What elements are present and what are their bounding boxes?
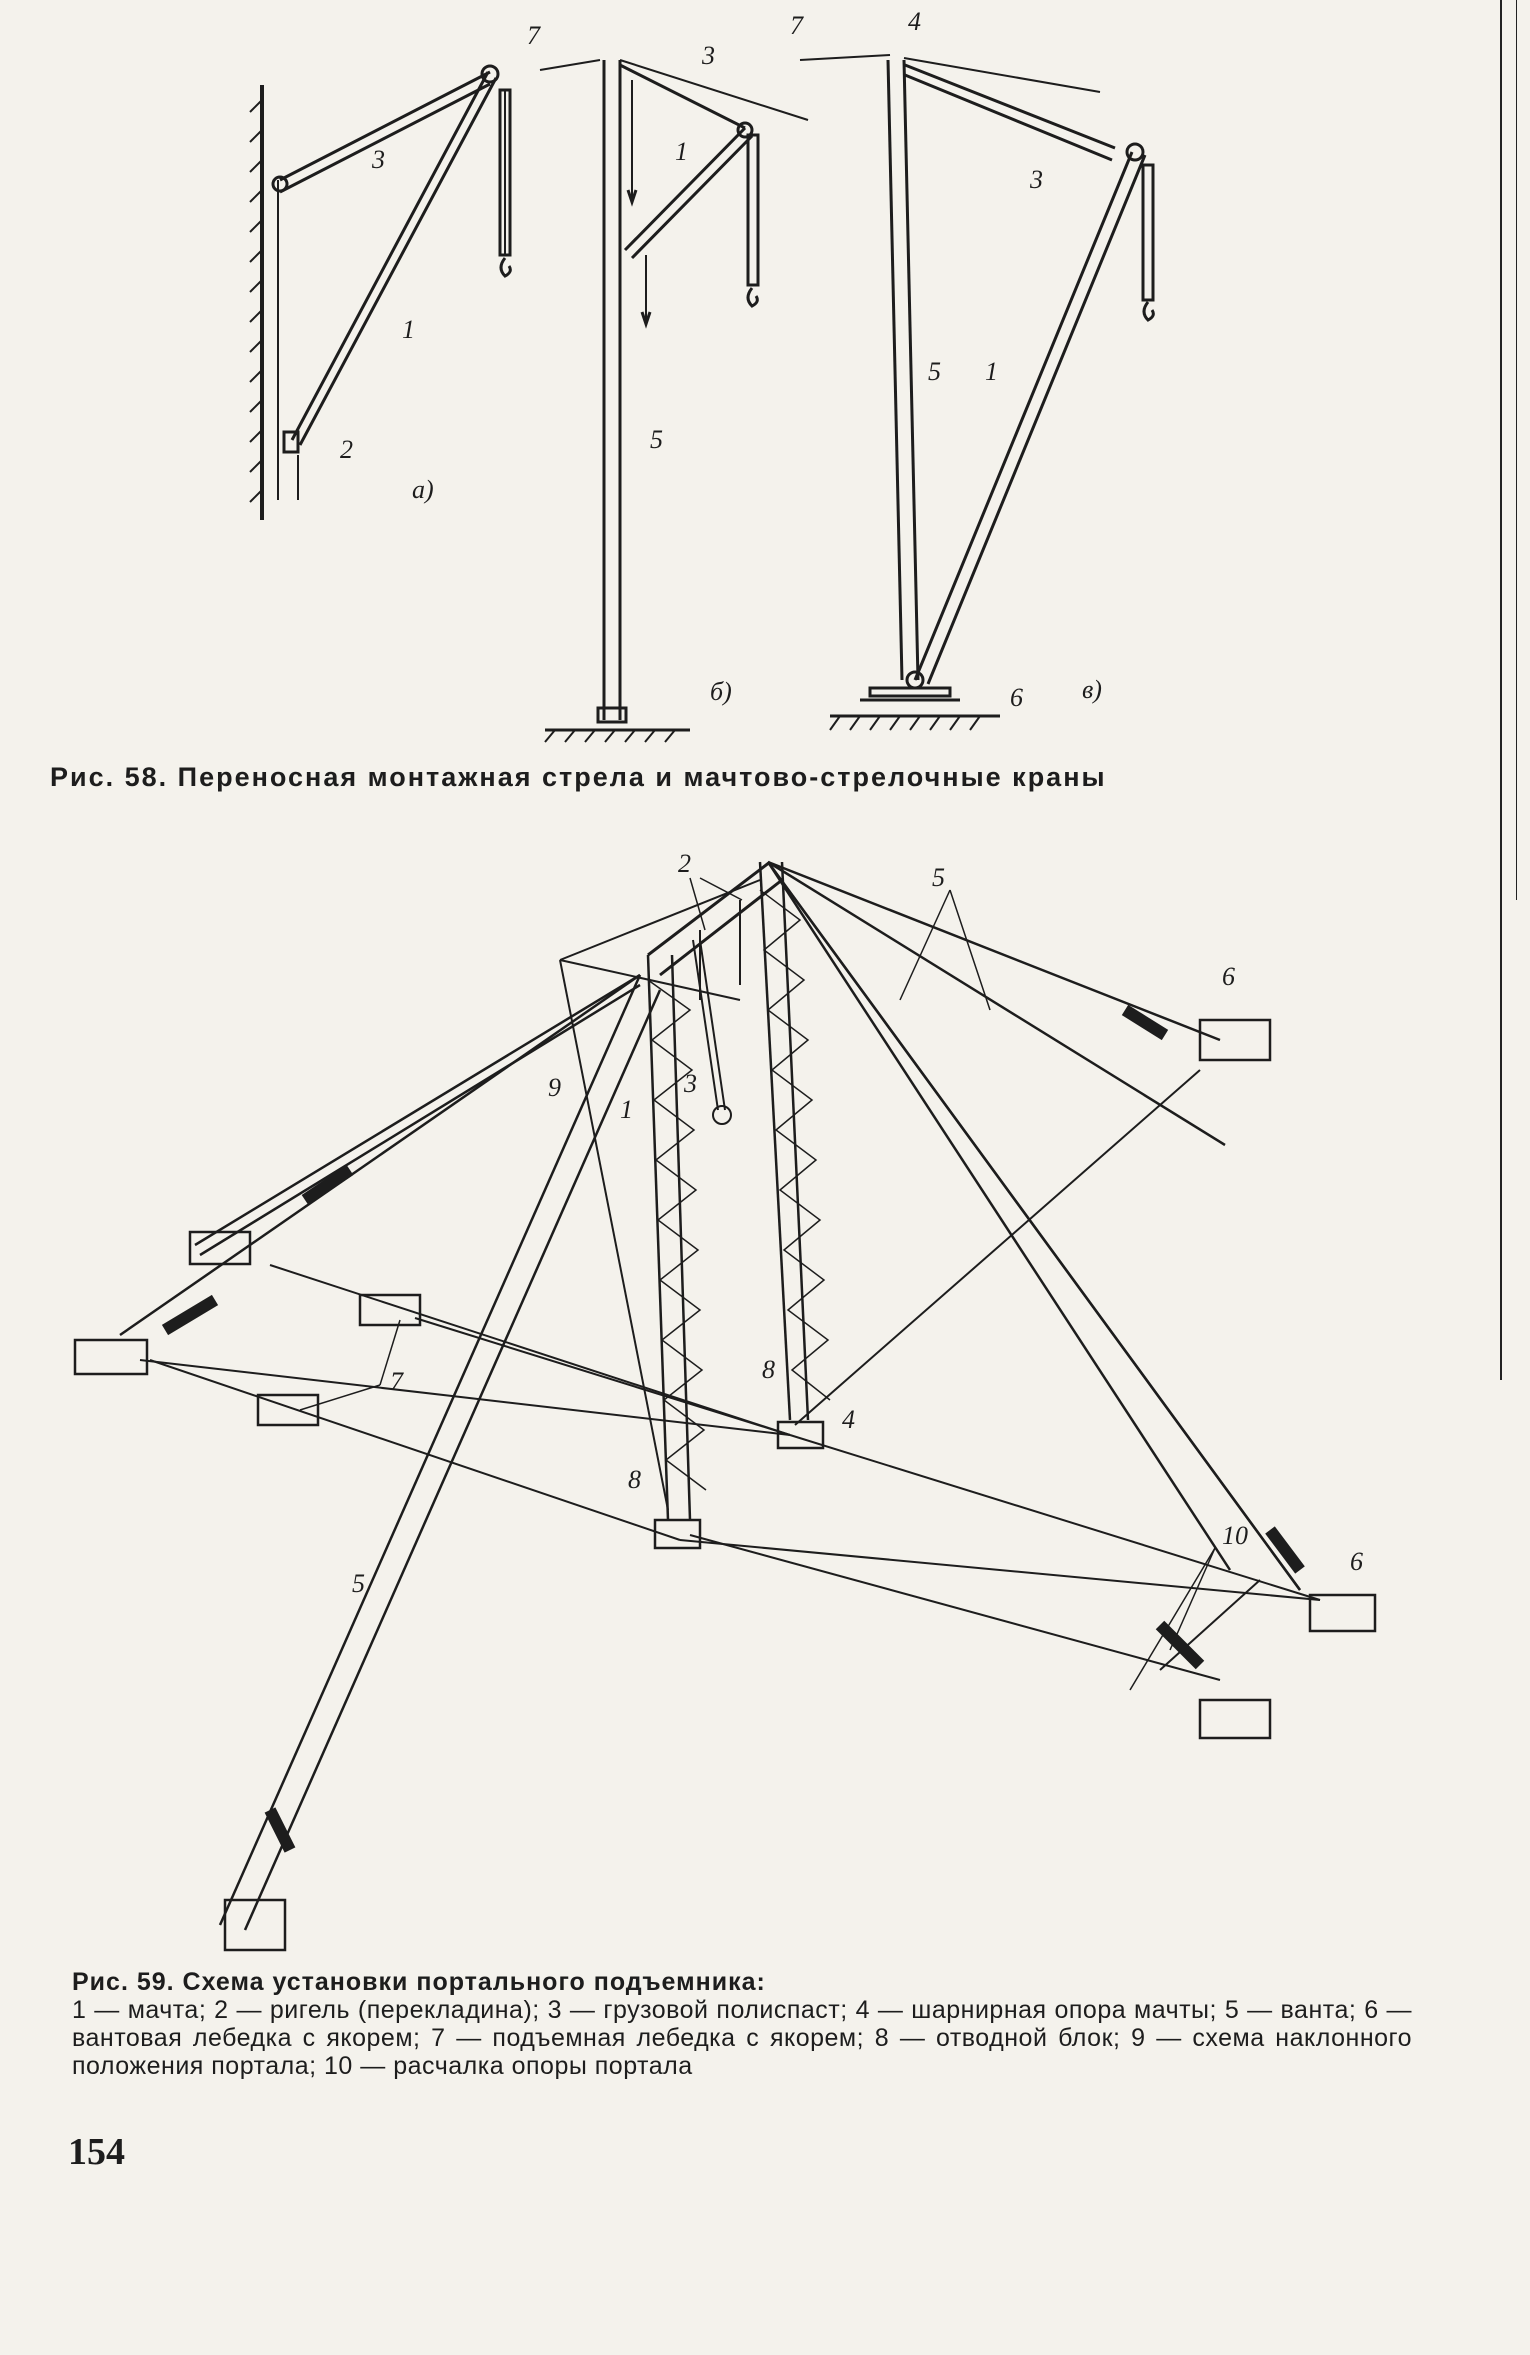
fig59-label-10: 10 <box>1222 1521 1248 1550</box>
fig59-label-8-left: 8 <box>628 1465 641 1494</box>
fig58v-label-5: 5 <box>928 357 941 386</box>
winch-anchor-left <box>75 1340 147 1374</box>
fig58v-label-4: 4 <box>908 7 921 36</box>
fig58b-label-7: 7 <box>527 21 540 50</box>
fig59-label-2: 2 <box>678 849 691 878</box>
figure-58-caption: Рис. 58. Переносная монтажная стрела и мачтово-стрелочные краны <box>50 762 1107 792</box>
fig59-label-3: 3 <box>684 1069 697 1098</box>
fig58b-label-1: 1 <box>675 137 688 166</box>
fig58v-label-6: 6 <box>1010 683 1023 712</box>
fig59-label-8-right: 8 <box>762 1355 775 1384</box>
fig58a-label-2: 2 <box>340 435 353 464</box>
figure-59-caption-title: Рис. 59. Схема установки портального подъемника: <box>72 1968 766 1996</box>
fig58b-label-3: 3 <box>702 41 715 70</box>
figure-59-caption <box>72 1968 1412 2080</box>
guy-winch-right-upper <box>1200 1020 1270 1060</box>
fig59-label-4: 4 <box>842 1405 855 1434</box>
fig59-label-9: 9 <box>548 1073 561 1102</box>
fig58v-label-v: в) <box>1082 675 1102 704</box>
fig58a-label-3: 3 <box>372 145 385 174</box>
page-number: 154 <box>68 2131 125 2173</box>
fig59-label-5-bottom: 5 <box>352 1569 365 1598</box>
fig58b-label-b: б) <box>710 677 732 706</box>
winch-anchor-left-upper <box>190 1232 250 1264</box>
figure-59-caption-legend: 1 — мачта; 2 — ригель (перекладина); 3 — грузовой полиспаст; 4 — шарнирная опора мачты; 5 — ванта; 6 — вантовая лебедка с якорем; 7 — подъемная лебедка с якорем; 8 — отводной блок; 9 — схема наклонного положения портала; 10 — расчалка опоры портала <box>72 1996 1412 2080</box>
fig59-label-1: 1 <box>620 1095 633 1124</box>
lifting-winch-1 <box>360 1295 420 1325</box>
brace-winch <box>1200 1700 1270 1738</box>
fig58a-label-a: а) <box>412 475 434 504</box>
fig58v-label-1: 1 <box>985 357 998 386</box>
fig59-lattice-mast-left <box>648 955 706 1548</box>
fig58a-label-1: 1 <box>402 315 415 344</box>
fig58v-label-7: 7 <box>790 11 803 40</box>
fig59-label-7: 7 <box>390 1367 403 1396</box>
fig59-label-6-top: 6 <box>1222 962 1235 991</box>
fig59-label-5-top: 5 <box>932 863 945 892</box>
fig58v-label-3: 3 <box>1030 165 1043 194</box>
fig58b-label-5: 5 <box>650 425 663 454</box>
fig59-label-6-bottom: 6 <box>1350 1547 1363 1576</box>
fig59-hoist-tackle <box>693 940 731 1124</box>
